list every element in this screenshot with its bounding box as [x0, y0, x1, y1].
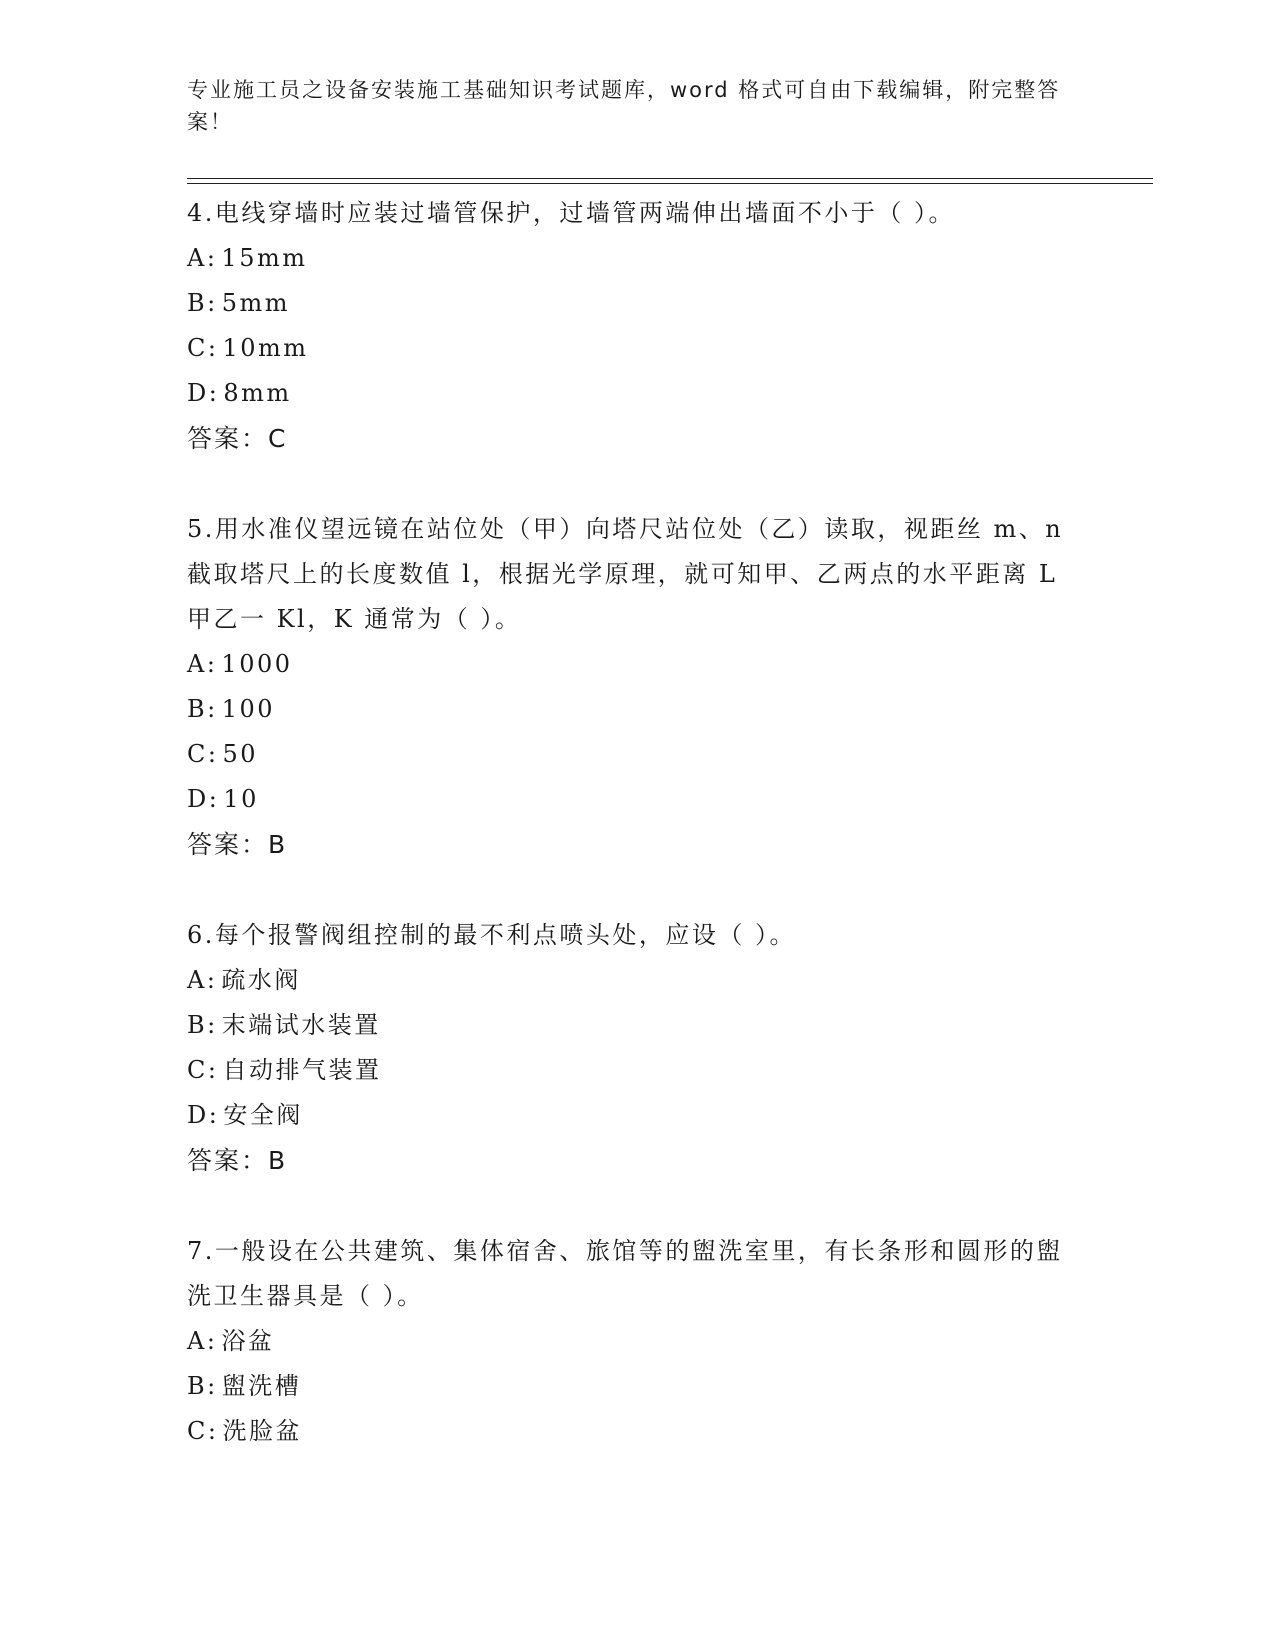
option-b: [187, 1364, 1087, 1409]
question-list: [187, 191, 1087, 1454]
option-key: A:: [187, 244, 218, 272]
document-header: [187, 74, 1067, 138]
option-key: B:: [187, 1372, 218, 1400]
question-stem: 6.每个报警阀组控制的最不利点喷头处，应设（ ）。: [187, 921, 797, 949]
option-b: [187, 687, 1087, 732]
option-c: [187, 326, 1087, 371]
option-text: 疏水阀: [221, 966, 301, 994]
option-d: [187, 1093, 1087, 1138]
option-b: [187, 281, 1087, 326]
option-key: D:: [187, 379, 220, 407]
option-text: 8mm: [223, 379, 292, 407]
option-b: [187, 1003, 1087, 1048]
option-text: 1000: [221, 650, 293, 678]
option-key: D:: [187, 1101, 220, 1129]
option-text: 15mm: [221, 244, 308, 272]
option-key: A:: [187, 966, 218, 994]
option-d: [187, 777, 1087, 822]
option-c: [187, 1048, 1087, 1093]
option-text: 末端试水装置: [221, 1011, 381, 1039]
option-key: B:: [187, 1011, 218, 1039]
header-divider-bottom: [187, 183, 1153, 184]
option-key: B:: [187, 695, 218, 723]
option-text: 50: [222, 740, 258, 768]
option-key: C:: [187, 1417, 219, 1445]
option-text: 安全阀: [223, 1101, 303, 1129]
option-key: D:: [187, 785, 220, 813]
answer-line: 答案：B: [187, 830, 288, 859]
option-key: A:: [187, 650, 218, 678]
answer-line: 答案：B: [187, 1146, 288, 1175]
option-text: 5mm: [221, 289, 291, 317]
option-a: [187, 236, 1087, 281]
question-stem: 5.用水准仪望远镜在站位处（甲）向塔尺站位处（乙）读取，视距丝 m、n 截取塔尺上的长度数值 l，根据光学原理，就可知甲、乙两点的水平距离 L 甲乙一 Kl，K 通常为（ ）。: [187, 515, 1064, 633]
option-key: C:: [187, 334, 219, 362]
option-c: [187, 732, 1087, 777]
option-a: [187, 1319, 1087, 1364]
option-text: 10mm: [222, 334, 309, 362]
option-text: 10: [223, 785, 259, 813]
option-key: C:: [187, 1056, 219, 1084]
question-7: [187, 1229, 1087, 1454]
question-6: [187, 913, 1087, 1183]
option-text: 自动排气装置: [222, 1056, 382, 1084]
option-key: B:: [187, 289, 218, 317]
option-a: [187, 642, 1087, 687]
option-text: 浴盆: [221, 1327, 275, 1355]
option-a: [187, 958, 1087, 1003]
option-c: [187, 1409, 1087, 1454]
option-text: 洗脸盆: [222, 1417, 302, 1445]
question-4: [187, 191, 1087, 461]
question-stem: 7.一般设在公共建筑、集体宿舍、旅馆等的盥洗室里，有长条形和圆形的盥洗卫生器具是（ ）。: [187, 1237, 1063, 1310]
header-divider-top: [187, 178, 1153, 179]
option-key: A:: [187, 1327, 218, 1355]
question-5: [187, 507, 1087, 867]
option-text: 100: [221, 695, 276, 723]
option-d: [187, 371, 1087, 416]
option-key: C:: [187, 740, 219, 768]
question-stem: 4.电线穿墙时应装过墙管保护，过墙管两端伸出墙面不小于（ ）。: [187, 199, 956, 227]
answer-line: 答案：C: [187, 424, 288, 453]
header-intro-text: 专业施工员之设备安装施工基础知识考试题库，word 格式可自由下载编辑，附完整答案！: [187, 78, 1061, 134]
option-text: 盥洗槽: [221, 1372, 302, 1400]
